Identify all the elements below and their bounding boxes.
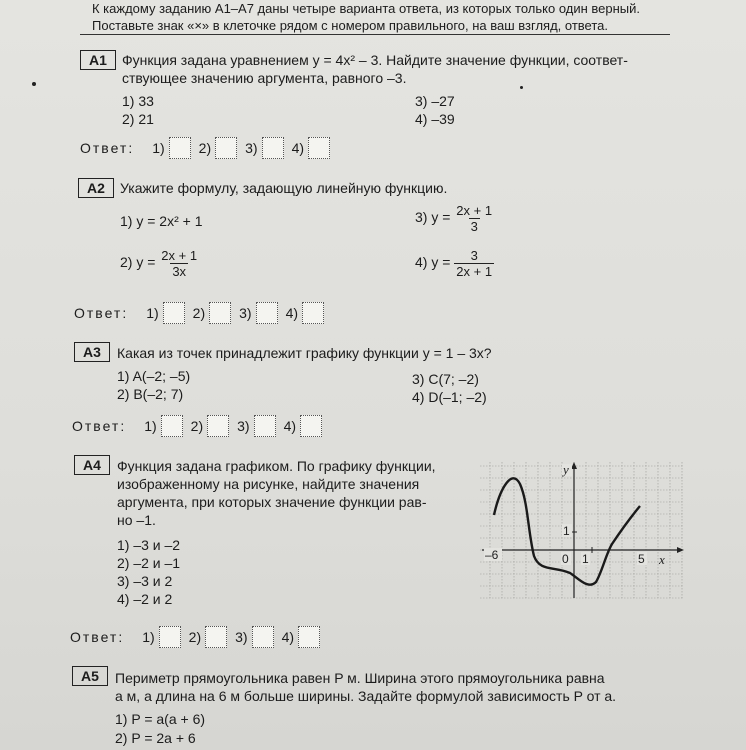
fraction (454, 248, 494, 279)
option-a4-1: 1) –3 и –2 (117, 537, 181, 553)
question-number-a3: А3 (74, 342, 110, 362)
option-a2-3-prefix: 3) y = (415, 209, 451, 226)
option-a2-1: 1) y = 2x² + 1 (120, 213, 203, 229)
y-axis-label: y (563, 462, 569, 477)
answer-row-a1 (80, 137, 334, 159)
option-a4-4: 4) –2 и 2 (117, 591, 173, 607)
x-axis-arrow (677, 547, 684, 553)
answer-box-a1-1[interactable] (169, 137, 191, 159)
answer-num-3: 3) (237, 418, 250, 434)
x-axis-label: x (659, 552, 665, 567)
question-number-a1: А1 (80, 50, 116, 70)
answer-box-a4-4[interactable] (298, 626, 320, 648)
option-a1-1: 1) 33 (122, 93, 154, 109)
answer-box-a3-4[interactable] (300, 415, 322, 437)
answer-num-1: 1) (146, 305, 159, 321)
answer-num-4: 4) (281, 629, 295, 645)
option-a3-4: 4) D(–1; –2) (412, 389, 487, 405)
answer-box-a1-4[interactable] (308, 137, 330, 159)
answer-box-a2-1[interactable] (163, 302, 185, 324)
question-a2-line-1: Укажите формулу, задающую линейную функцию. (120, 180, 448, 196)
option-a3-3: 3) C(7; –2) (412, 371, 479, 387)
answer-box-a3-2[interactable] (207, 415, 229, 437)
option-a2-4 (415, 248, 494, 279)
answer-num-4: 4) (285, 305, 299, 321)
y-tick-label-1: 1 (563, 524, 570, 538)
question-a4-line-4: но –1. (117, 512, 156, 528)
question-a5-line-2: a м, а длина на 6 м больше ширины. Задайте формулой зависимость P от a. (115, 688, 617, 704)
answer-row-a3 (72, 415, 326, 437)
fraction-numerator: 3 (470, 248, 478, 263)
option-a4-2: 2) –2 и –1 (117, 555, 181, 571)
question-a1-text (122, 51, 682, 87)
option-a1-3: 3) –27 (415, 93, 455, 109)
answer-num-1: 1) (152, 140, 165, 156)
option-a2-2 (120, 248, 199, 279)
answer-label: Ответ: (74, 305, 129, 321)
question-a4-line-2: изображенному на рисунке, найдите значения (117, 476, 420, 492)
answer-num-2: 2) (190, 418, 204, 434)
answer-num-4: 4) (291, 140, 305, 156)
fraction-numerator: 2x + 1 (161, 248, 198, 263)
answer-num-3: 3) (245, 140, 258, 156)
answer-box-a3-3[interactable] (254, 415, 276, 437)
option-a1-4: 4) –39 (415, 111, 455, 127)
question-a5-line-1: Периметр прямоугольника равен P м. Ширина этого прямоугольника равна (115, 670, 605, 686)
answer-label: Ответ: (72, 418, 127, 434)
answer-box-a4-2[interactable] (205, 626, 227, 648)
answer-num-3: 3) (239, 305, 252, 321)
answer-label: Ответ: (80, 140, 135, 156)
fraction-denominator: 3 (470, 219, 478, 234)
function-graph (478, 460, 686, 600)
answer-box-a2-3[interactable] (256, 302, 278, 324)
answer-num-3: 3) (235, 629, 248, 645)
option-a5-2: 2) P = 2a + 6 (115, 730, 196, 746)
answer-num-1: 1) (142, 629, 155, 645)
question-a4-line-1: Функция задана графиком. По графику функции, (117, 458, 436, 474)
answer-row-a4 (70, 626, 324, 648)
x-tick-label-1: 1 (582, 552, 589, 566)
answer-num-2: 2) (198, 140, 212, 156)
intro-divider (80, 34, 670, 35)
option-a3-2: 2) B(–2; 7) (117, 386, 184, 402)
instructions-line-1: К каждому заданию А1–А7 даны четыре варианта ответа, из которых только один верный. (92, 1, 641, 16)
fraction (159, 248, 199, 279)
x-tick-label-neg6: –6 (485, 548, 499, 562)
answer-label: Ответ: (70, 629, 125, 645)
answer-num-2: 2) (188, 629, 202, 645)
instructions (92, 0, 640, 34)
answer-box-a1-2[interactable] (215, 137, 237, 159)
answer-box-a4-3[interactable] (252, 626, 274, 648)
instructions-line-2: Поставьте знак «×» в клеточке рядом с номером правильного, на ваш взгляд, ответа. (92, 18, 608, 33)
answer-box-a4-1[interactable] (159, 626, 181, 648)
question-a4-text (117, 457, 467, 529)
fraction-numerator: 2x + 1 (456, 203, 493, 218)
option-a2-2-prefix: 2) y = (120, 254, 156, 271)
graph-grid (480, 462, 684, 598)
answer-box-a3-1[interactable] (161, 415, 183, 437)
fraction-denominator: 3x (172, 264, 187, 279)
fraction (454, 203, 494, 234)
question-a5-text (115, 669, 715, 705)
option-a1-2: 2) 21 (122, 111, 154, 127)
option-a4-3: 3) –3 и 2 (117, 573, 173, 589)
question-number-a2: А2 (78, 178, 114, 198)
question-a3-line-1: Какая из точек принадлежит графику функции y = 1 – 3x? (117, 345, 492, 361)
answer-row-a2 (74, 302, 328, 324)
origin-label: 0 (562, 552, 569, 566)
answer-num-2: 2) (192, 305, 206, 321)
question-a1-line-1: Функция задана уравнением y = 4x² – 3. Найдите значение функции, соответ- (122, 52, 628, 68)
answer-box-a2-2[interactable] (209, 302, 231, 324)
option-a3-1: 1) A(–2; –5) (117, 368, 191, 384)
speck (32, 82, 36, 86)
x-tick-label-5: 5 (638, 552, 645, 566)
option-a2-4-prefix: 4) y = (415, 254, 451, 271)
answer-num-1: 1) (144, 418, 157, 434)
answer-num-4: 4) (283, 418, 297, 434)
question-a4-line-3: аргумента, при которых значение функции рав- (117, 494, 427, 510)
option-a2-3 (415, 203, 494, 234)
option-a5-1: 1) P = a(a + 6) (115, 711, 206, 727)
answer-box-a1-3[interactable] (262, 137, 284, 159)
question-a1-line-2: ствующее значению аргумента, равного –3. (122, 70, 407, 86)
fraction-denominator: 2x + 1 (456, 264, 493, 279)
answer-box-a2-4[interactable] (302, 302, 324, 324)
question-number-a5: А5 (72, 666, 108, 686)
question-number-a4: А4 (74, 455, 110, 475)
